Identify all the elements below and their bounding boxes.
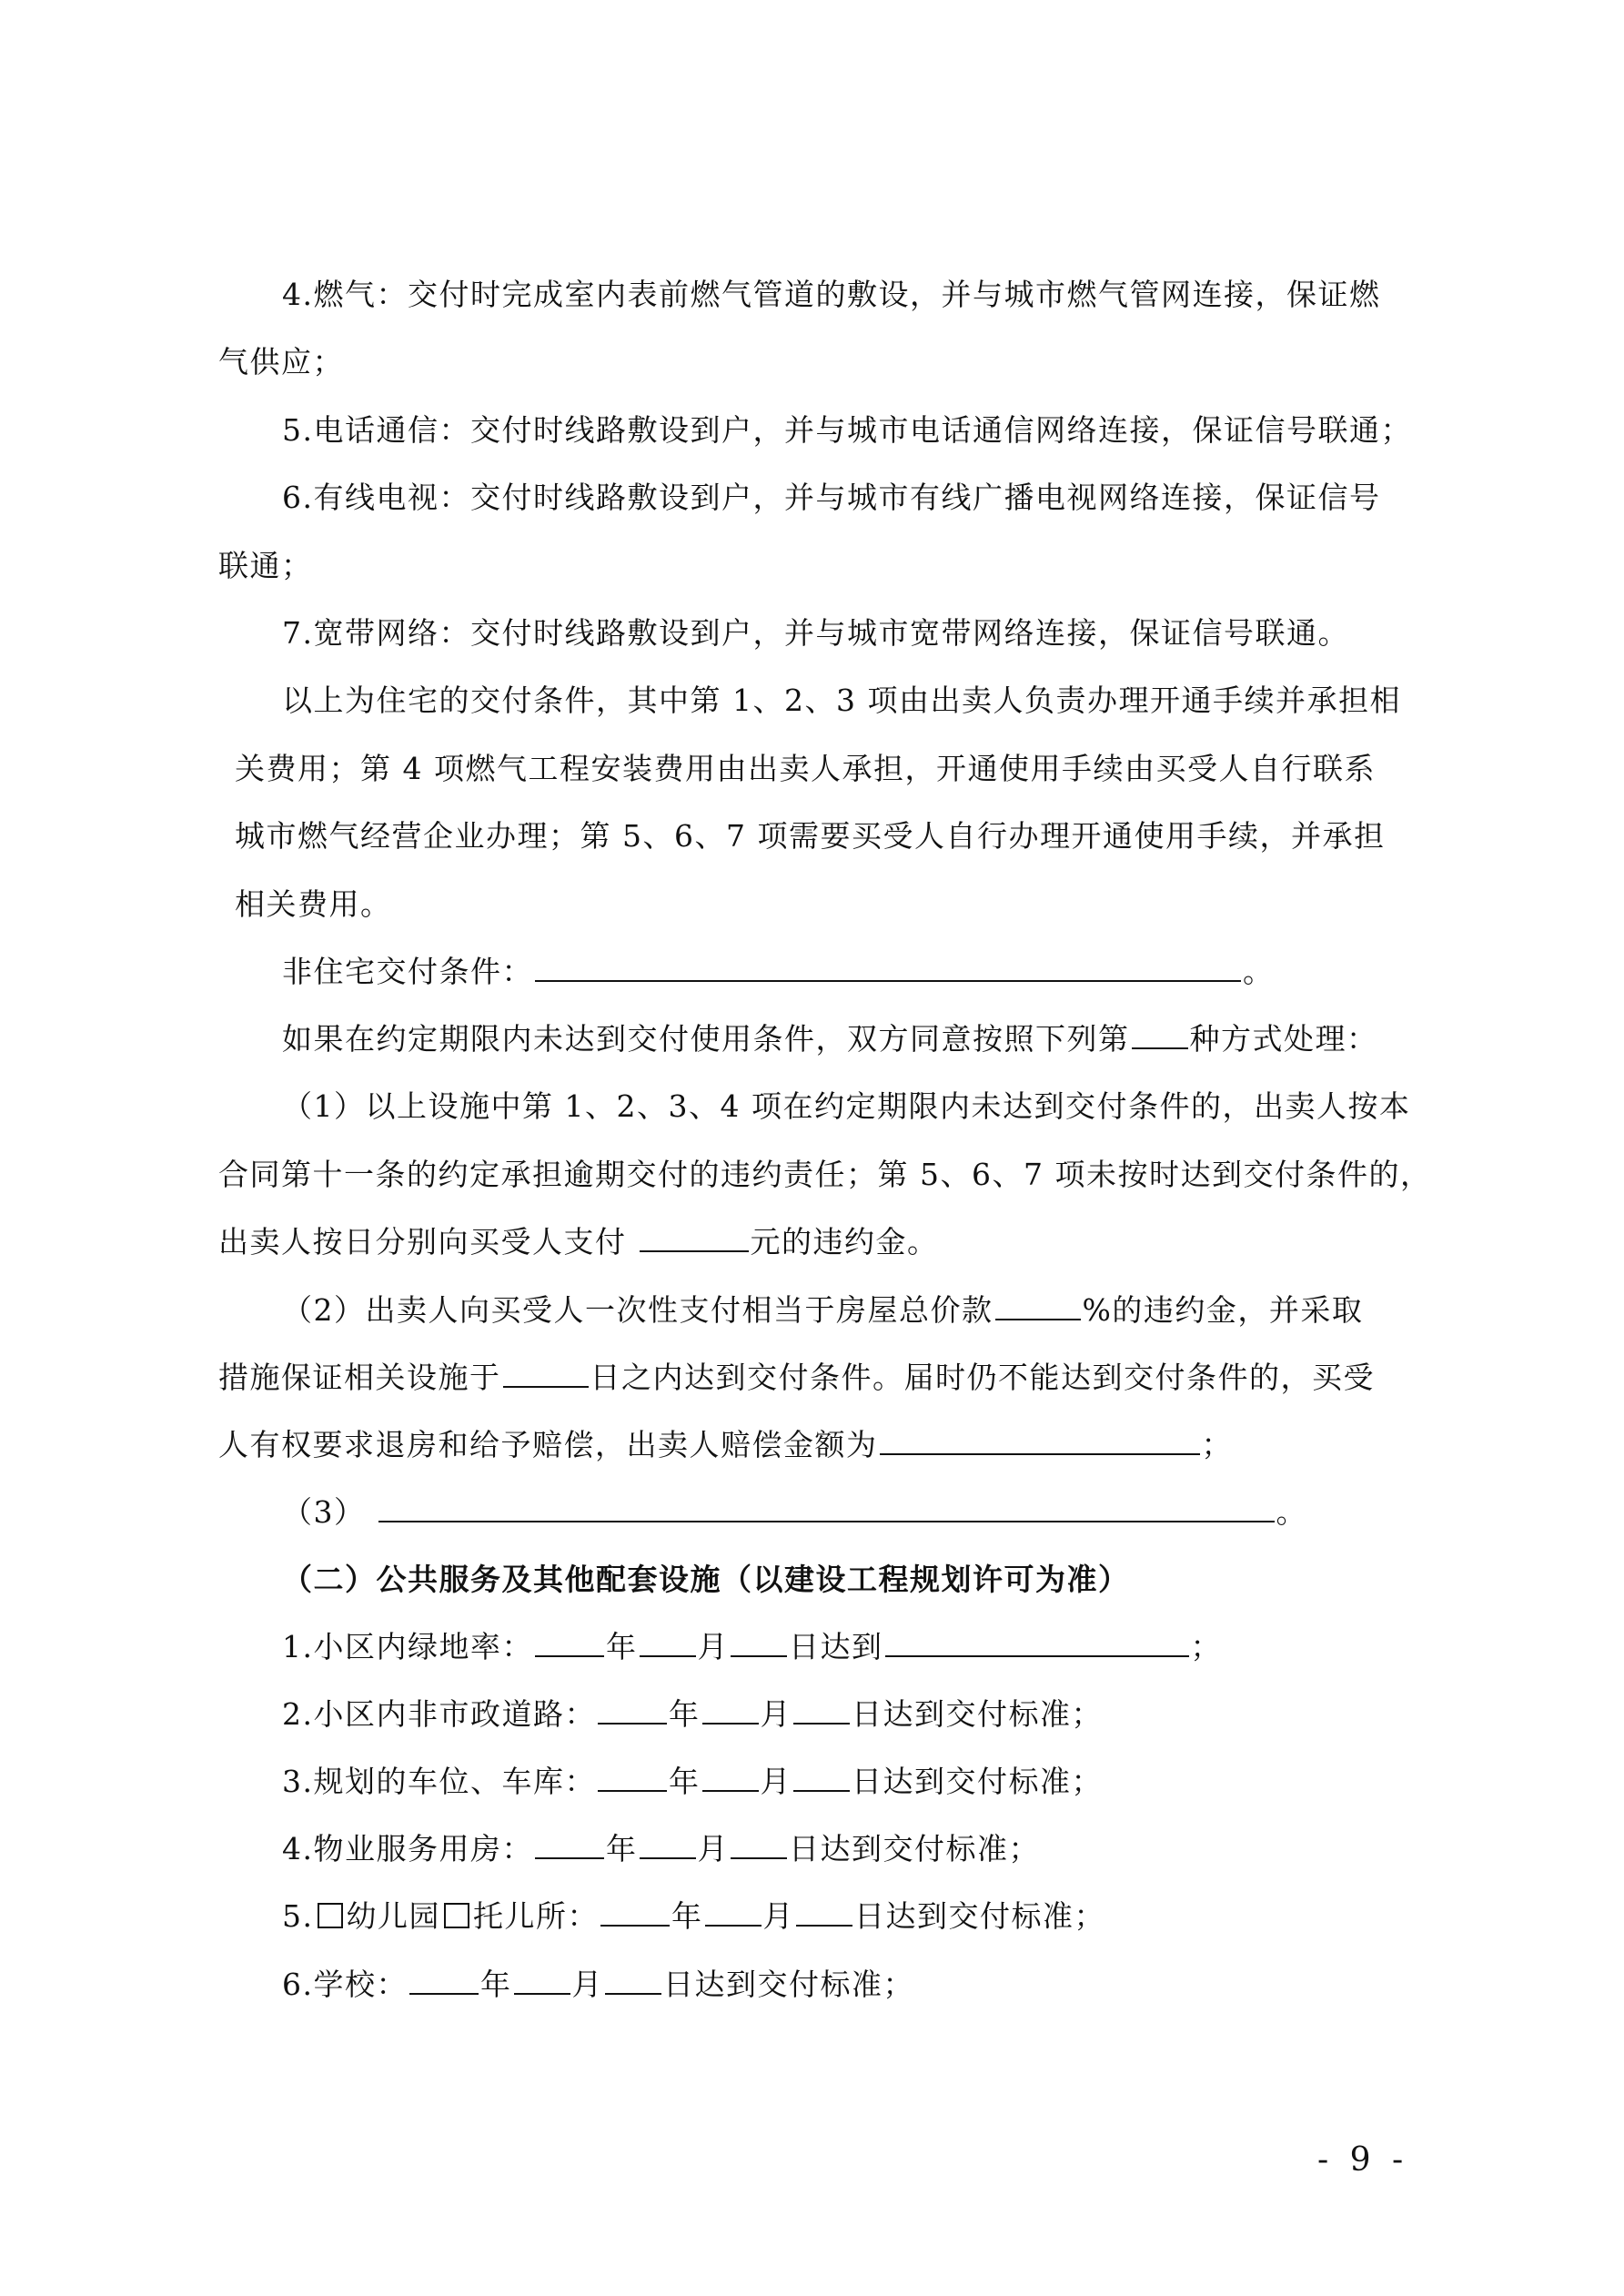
compensation-amount-blank[interactable] [880,1426,1200,1455]
parking-month-blank[interactable] [702,1763,759,1792]
facility-green-rate: 1.小区内绿地率： 年 月 日达到 ； [282,1629,1222,1664]
school-day-blank[interactable] [605,1966,661,1995]
facility-internal-roads: 2.小区内非市政道路： 年 月 日达到交付标准； [282,1696,1103,1732]
non-residential-conditions: 非住宅交付条件： 。 [282,954,1275,989]
green-day-blank[interactable] [731,1628,787,1657]
item-gas: 4.燃气：交付时完成室内表前燃气管道的敷设，并与城市燃气管网连接，保证燃 [282,277,1381,312]
school-year-blank[interactable] [409,1966,479,1995]
item-gas-continued: 气供应； [218,344,344,379]
parking-day-blank[interactable] [793,1763,850,1792]
item-cable-tv-continued: 联通； [218,548,313,583]
method-number-blank[interactable] [1132,1020,1188,1049]
road-day-blank[interactable] [793,1695,850,1725]
parking-year-blank[interactable] [598,1763,667,1792]
penalty-percent-blank[interactable] [995,1291,1081,1320]
option-3-blank[interactable] [378,1493,1275,1522]
kindergarten-checkbox[interactable] [318,1903,343,1928]
option-2-line-1: （2）出卖人向买受人一次性支付相当于房屋总价款 %的违约金，并采取 [282,1292,1364,1328]
nursery-checkbox[interactable] [444,1903,469,1928]
option-1-line-3: 出卖人按日分别向买受人支付 元的违约金。 [218,1224,939,1259]
property-month-blank[interactable] [640,1830,696,1859]
item-cable-tv: 6.有线电视：交付时线路敷设到户，并与城市有线广播电视网络连接，保证信号 [282,480,1381,515]
option-3: （3） 。 [282,1494,1307,1530]
green-month-blank[interactable] [640,1628,696,1657]
option-2-line-3: 人有权要求退房和给予赔偿，出卖人赔偿金额为 ； [218,1427,1233,1462]
option-1-line-2: 合同第十一条的约定承担逾期交付的违约责任；第 5、6、7 项未按时达到交付条件的， [218,1157,1432,1192]
non-residential-label: 非住宅交付条件： [282,954,533,989]
green-rate-blank[interactable] [885,1628,1189,1657]
road-month-blank[interactable] [702,1695,759,1725]
summary-line-2: 关费用；第 4 项燃气工程安装费用由出卖人承担，开通使用手续由买受人自行联系 [235,751,1376,786]
facility-kindergarten: 5. 幼儿园 托儿所： 年 月 日达到交付标准； [282,1898,1105,1934]
kinder-year-blank[interactable] [600,1897,670,1927]
green-year-blank[interactable] [535,1628,604,1657]
road-year-blank[interactable] [598,1695,667,1725]
section-2-title: （二）公共服务及其他配套设施（以建设工程规划许可为准） [282,1562,1130,1597]
summary-line-4: 相关费用。 [235,886,392,922]
non-residential-blank[interactable] [535,953,1241,982]
kinder-day-blank[interactable] [796,1897,852,1927]
facility-school: 6.学校： 年 月 日达到交付标准； [282,1967,914,2002]
days-limit-blank[interactable] [503,1359,589,1388]
summary-line-3: 城市燃气经营企业办理；第 5、6、7 项需要买受人自行办理开通使用手续，并承担 [235,818,1386,854]
property-day-blank[interactable] [731,1830,787,1859]
summary-line-1: 以上为住宅的交付条件，其中第 1、2、3 项由出卖人负责办理开通手续并承担相 [282,683,1401,718]
facility-property-service: 4.物业服务用房： 年 月 日达到交付标准； [282,1831,1040,1866]
handling-method: 如果在约定期限内未达到交付使用条件，双方同意按照下列第 种方式处理： [282,1021,1378,1057]
facility-parking: 3.规划的车位、车库： 年 月 日达到交付标准； [282,1764,1103,1799]
option-1-line-1: （1）以上设施中第 1、2、3、4 项在约定期限内未达到交付条件的，出卖人按本 [282,1088,1411,1124]
option-2-line-2: 措施保证相关设施于 日之内达到交付条件。届时仍不能达到交付条件的，买受 [218,1360,1375,1395]
school-month-blank[interactable] [514,1966,570,1995]
item-phone: 5.电话通信：交付时线路敷设到户，并与城市电话通信网络连接，保证信号联通； [282,412,1412,448]
property-year-blank[interactable] [535,1830,604,1859]
kinder-month-blank[interactable] [705,1897,762,1927]
item-broadband: 7.宽带网络：交付时线路敷设到户，并与城市宽带网络连接，保证信号联通。 [282,615,1349,651]
daily-penalty-blank[interactable] [640,1223,749,1252]
page-number: - 9 - [1317,2141,1409,2179]
